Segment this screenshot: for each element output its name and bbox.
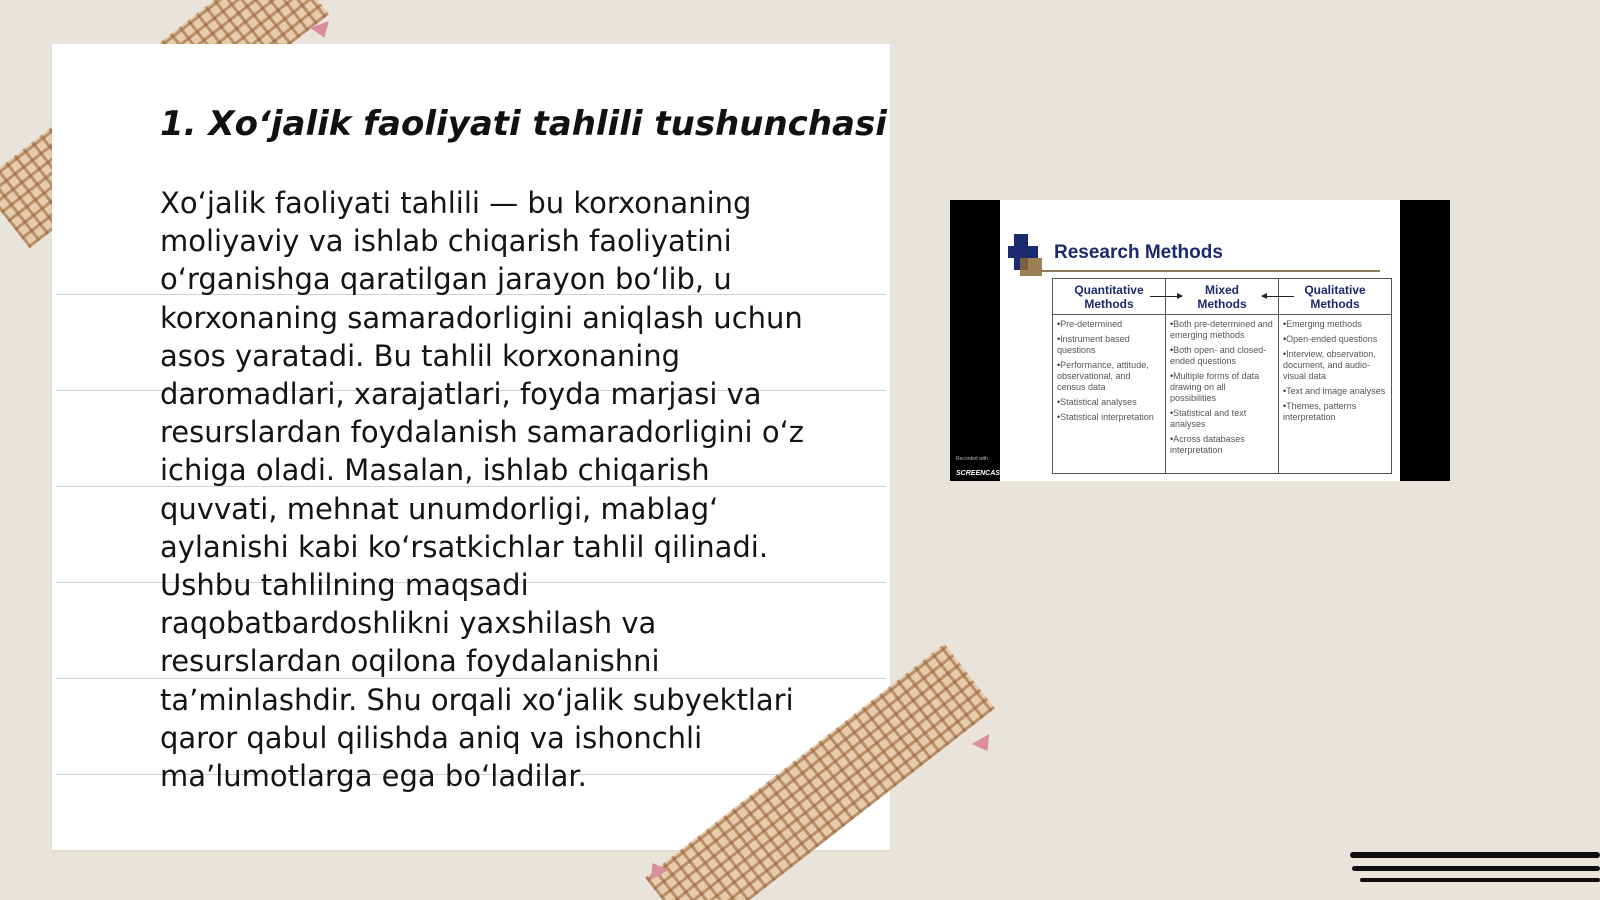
list-item: • Statistical interpretation (1057, 412, 1161, 423)
column-header-quantitative: Quantitative Methods (1053, 279, 1166, 315)
methods-table (1052, 278, 1392, 474)
slide-logo-icon (1020, 258, 1042, 276)
brush-stroke-decoration (1350, 852, 1600, 858)
body-line: raqobatbardoshlikni yaxshilash va (160, 606, 657, 641)
body-paragraph (160, 184, 840, 795)
slide-content (1000, 200, 1400, 481)
body-line: korxonaning samaradorligini aniqlash uchun (160, 300, 803, 335)
tape-corner-bottom-right (972, 734, 996, 756)
list-item: • Themes, patterns interpretation (1283, 401, 1387, 423)
list-item: • Pre-determined (1057, 319, 1161, 330)
list-item: • Both open- and closed-ended questions (1170, 345, 1274, 367)
body-line: ichiga oladi. Masalan, ishlab chiqarish (160, 453, 710, 488)
screencast-watermark: Recorded with SCREENCAST (956, 456, 1005, 477)
column-header-mixed: Mixed Methods (1166, 279, 1279, 315)
body-line: ta’minlashdir. Shu orqali xo‘jalik subyektlari (160, 682, 794, 717)
body-line: daromadlari, xarajatlari, foyda marjasi va (160, 377, 762, 412)
body-line: resurslardan foydalanish samaradorligini o‘z (160, 415, 805, 450)
body-line: aylanishi kabi ko‘rsatkichlar tahlil qilinadi. (160, 529, 769, 564)
list-item: • Performance, attitude, observational, and census data (1057, 360, 1161, 393)
list-item: • Emerging methods (1283, 319, 1387, 330)
slide-logo-icon (1008, 246, 1038, 258)
list-item: • Interview, observation, document, and audio-visual data (1283, 349, 1387, 382)
column-items-quantitative (1053, 315, 1166, 474)
brush-stroke-decoration (1360, 878, 1600, 882)
list-item: • Text and image analyses (1283, 386, 1387, 397)
list-item: • Multiple forms of data drawing on all possibilities (1170, 371, 1274, 404)
column-header-qualitative: Qualitative Methods (1279, 279, 1392, 315)
body-line: Ushbu tahlilning maqsadi (160, 568, 529, 603)
slide-title-underline (1040, 270, 1380, 272)
arrow-right-icon (1150, 296, 1182, 297)
body-line: moliyaviy va ishlab chiqarish faoliyatini (160, 224, 732, 259)
page-title: 1. Xo‘jalik faoliyati tahlili tushunchasi (160, 104, 887, 144)
list-item: • Open-ended questions (1283, 334, 1387, 345)
body-line: ma’lumotlarga ega bo‘ladilar. (160, 759, 587, 794)
list-item: • Instrument based questions (1057, 334, 1161, 356)
body-line: asos yaratadi. Bu tahlil korxonaning (160, 338, 681, 373)
list-item: • Both pre-determined and emerging methods (1170, 319, 1274, 341)
embedded-slide-image (950, 200, 1450, 481)
list-item: • Across databases interpretation (1170, 434, 1274, 456)
arrow-left-icon (1262, 296, 1294, 297)
brush-stroke-decoration (1352, 866, 1600, 871)
slide-title: Research Methods (1054, 242, 1223, 263)
body-line: o‘rganishga qaratilgan jarayon bo‘lib, u (160, 262, 732, 297)
body-line: Xo‘jalik faoliyati tahlili — bu korxonaning (160, 186, 752, 220)
list-item: • Statistical analyses (1057, 397, 1161, 408)
body-line: resurslardan oqilona foydalanishni (160, 644, 660, 679)
column-items-qualitative (1279, 315, 1392, 474)
body-line: qaror qabul qilishda aniq va ishonchli (160, 720, 703, 755)
list-item: • Statistical and text analyses (1170, 408, 1274, 430)
column-items-mixed (1166, 315, 1279, 474)
body-line: quvvati, mehnat unumdorligi, mablag‘ (160, 491, 719, 526)
